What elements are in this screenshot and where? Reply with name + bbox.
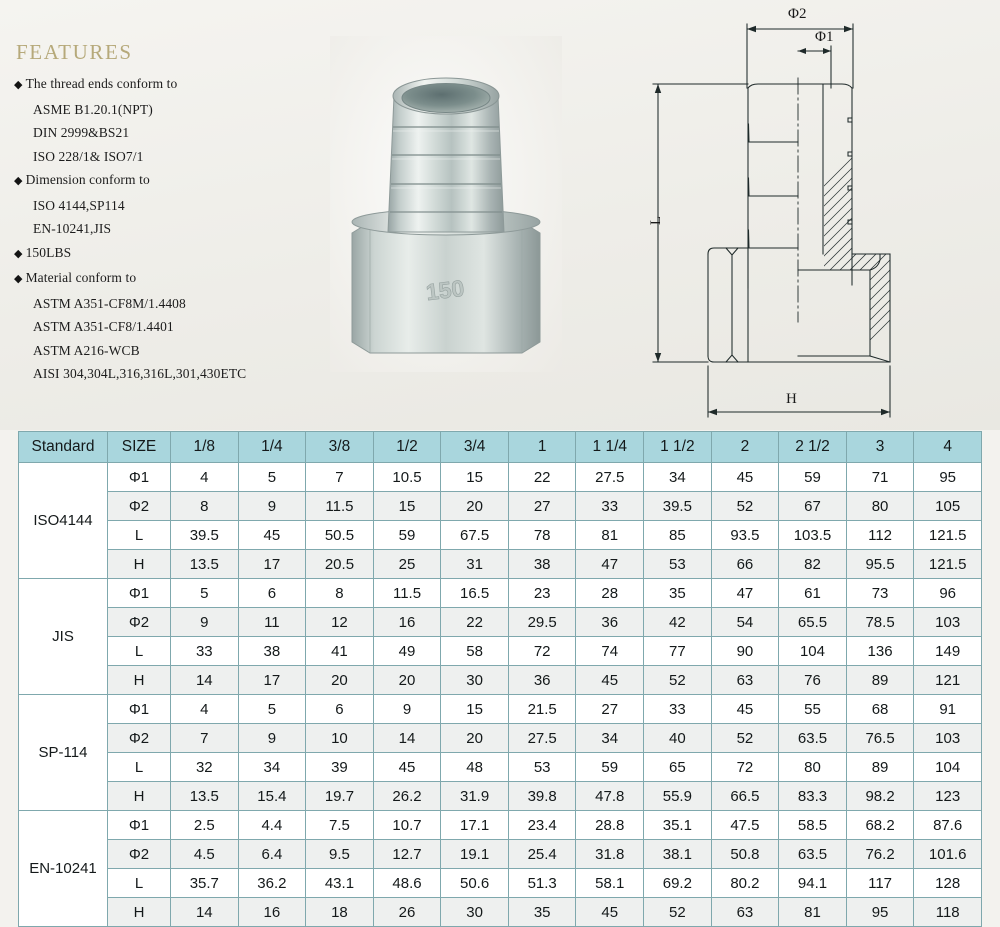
parameter-label-cell: Φ2 [108,840,171,869]
value-cell: 38 [508,550,576,579]
table-row [19,811,982,840]
value-cell: 19.1 [441,840,509,869]
feature-line [14,292,334,316]
value-cell: 15 [441,463,509,492]
value-cell: 95 [914,463,982,492]
value-cell: 23.4 [508,811,576,840]
value-cell: 11 [238,608,306,637]
feature-line [14,217,334,241]
value-cell: 6 [306,695,374,724]
value-cell: 17 [238,550,306,579]
diamond-bullet-icon: ◆ [14,79,23,91]
value-cell: 14 [171,666,239,695]
value-cell: 78 [508,521,576,550]
value-cell: 36 [576,608,644,637]
value-cell: 63.5 [779,724,847,753]
value-cell: 45 [711,695,779,724]
value-cell: 48.6 [373,869,441,898]
value-cell: 73 [846,579,914,608]
value-cell: 52 [644,666,712,695]
dimension-label-phi2: Φ2 [788,6,807,22]
value-cell: 4 [171,695,239,724]
feature-line [14,121,334,145]
value-cell: 95.5 [846,550,914,579]
feature-text: ASTM A351-CF8M/1.4408 [33,295,186,311]
column-header-size-1-1-4: 1 1/4 [576,432,644,463]
table-row [19,550,982,579]
value-cell: 9.5 [306,840,374,869]
value-cell: 34 [238,753,306,782]
value-cell: 15 [441,695,509,724]
value-cell: 105 [914,492,982,521]
value-cell: 128 [914,869,982,898]
table-row [19,782,982,811]
column-header-size-1-1-2: 1 1/2 [644,432,712,463]
column-header-size-2-1-2: 2 1/2 [779,432,847,463]
value-cell: 66 [711,550,779,579]
value-cell: 121 [914,666,982,695]
value-cell: 83.3 [779,782,847,811]
table-row [19,579,982,608]
value-cell: 42 [644,608,712,637]
feature-line [14,72,334,98]
value-cell: 11.5 [306,492,374,521]
value-cell: 80 [779,753,847,782]
parameter-label-cell: L [108,637,171,666]
table-row [19,724,982,753]
value-cell: 7 [306,463,374,492]
value-cell: 20.5 [306,550,374,579]
parameter-label-cell: Φ1 [108,463,171,492]
table-header-row [19,432,982,463]
parameter-label-cell: H [108,666,171,695]
standard-name-cell: JIS [19,579,108,695]
standard-name-cell: EN-10241 [19,811,108,927]
value-cell: 12.7 [373,840,441,869]
value-cell: 22 [441,608,509,637]
feature-line [14,168,334,194]
value-cell: 15.4 [238,782,306,811]
value-cell: 27.5 [576,463,644,492]
value-cell: 96 [914,579,982,608]
svg-text:150: 150 [424,274,466,306]
value-cell: 25.4 [508,840,576,869]
value-cell: 22 [508,463,576,492]
column-header-size-1: 1 [508,432,576,463]
value-cell: 59 [373,521,441,550]
value-cell: 118 [914,898,982,927]
value-cell: 4.4 [238,811,306,840]
column-header-size-2: 2 [711,432,779,463]
specification-table-wrapper [18,431,982,927]
value-cell: 76.2 [846,840,914,869]
table-row [19,608,982,637]
table-row [19,869,982,898]
value-cell: 77 [644,637,712,666]
value-cell: 30 [441,898,509,927]
value-cell: 58.1 [576,869,644,898]
value-cell: 87.6 [914,811,982,840]
parameter-label-cell: Φ2 [108,724,171,753]
value-cell: 50.8 [711,840,779,869]
value-cell: 59 [779,463,847,492]
value-cell: 95 [846,898,914,927]
table-row [19,463,982,492]
table-row [19,898,982,927]
value-cell: 11.5 [373,579,441,608]
value-cell: 34 [644,463,712,492]
value-cell: 38 [238,637,306,666]
parameter-label-cell: L [108,521,171,550]
value-cell: 63 [711,898,779,927]
table-header [19,432,982,463]
value-cell: 8 [171,492,239,521]
value-cell: 10 [306,724,374,753]
hose-barb-photo-illustration [330,36,562,372]
value-cell: 28.8 [576,811,644,840]
value-cell: 9 [238,724,306,753]
value-cell: 15 [373,492,441,521]
value-cell: 65.5 [779,608,847,637]
value-cell: 38.1 [644,840,712,869]
value-cell: 18 [306,898,374,927]
parameter-label-cell: Φ1 [108,579,171,608]
value-cell: 7.5 [306,811,374,840]
value-cell: 72 [508,637,576,666]
table-body [19,463,982,927]
value-cell: 89 [846,753,914,782]
feature-text: ASME B1.20.1(NPT) [33,101,153,117]
value-cell: 78.5 [846,608,914,637]
feature-text: ASTM A216-WCB [33,342,140,358]
parameter-label-cell: Φ2 [108,608,171,637]
column-header-standard: Standard [19,432,108,463]
feature-line [14,362,334,386]
value-cell: 14 [171,898,239,927]
value-cell: 33 [576,492,644,521]
table-row [19,492,982,521]
feature-text: Material conform to [25,270,137,285]
value-cell: 104 [914,753,982,782]
value-cell: 13.5 [171,782,239,811]
table-row [19,695,982,724]
value-cell: 81 [779,898,847,927]
value-cell: 20 [306,666,374,695]
parameter-label-cell: H [108,550,171,579]
value-cell: 21.5 [508,695,576,724]
value-cell: 93.5 [711,521,779,550]
value-cell: 52 [711,724,779,753]
value-cell: 53 [644,550,712,579]
value-cell: 101.6 [914,840,982,869]
value-cell: 4.5 [171,840,239,869]
column-header-size-3-8: 3/8 [306,432,374,463]
value-cell: 49 [373,637,441,666]
value-cell: 20 [441,724,509,753]
value-cell: 39 [306,753,374,782]
value-cell: 31 [441,550,509,579]
value-cell: 45 [238,521,306,550]
value-cell: 5 [171,579,239,608]
value-cell: 10.7 [373,811,441,840]
value-cell: 34 [576,724,644,753]
column-header-size-3-4: 3/4 [441,432,509,463]
diamond-bullet-icon: ◆ [14,175,23,187]
features-list [14,72,334,386]
value-cell: 35.7 [171,869,239,898]
value-cell: 121.5 [914,521,982,550]
feature-line [14,194,334,218]
value-cell: 103 [914,724,982,753]
value-cell: 28 [576,579,644,608]
feature-line [14,98,334,122]
value-cell: 65 [644,753,712,782]
standard-name-cell: SP-114 [19,695,108,811]
value-cell: 35 [508,898,576,927]
value-cell: 47.8 [576,782,644,811]
feature-text: ISO 228/1& ISO7/1 [33,148,144,164]
value-cell: 36 [508,666,576,695]
value-cell: 4 [171,463,239,492]
value-cell: 30 [441,666,509,695]
value-cell: 19.7 [306,782,374,811]
value-cell: 52 [711,492,779,521]
cad-svg [620,0,1000,424]
value-cell: 98.2 [846,782,914,811]
value-cell: 69.2 [644,869,712,898]
value-cell: 71 [846,463,914,492]
value-cell: 58 [441,637,509,666]
feature-text: Dimension conform to [25,172,150,187]
value-cell: 63 [711,666,779,695]
value-cell: 53 [508,753,576,782]
value-cell: 17 [238,666,306,695]
product-photo [330,36,562,372]
feature-text: 150LBS [25,244,72,260]
value-cell: 52 [644,898,712,927]
value-cell: 50.5 [306,521,374,550]
column-header-size-1-4: 1/4 [238,432,306,463]
value-cell: 27 [576,695,644,724]
value-cell: 45 [373,753,441,782]
value-cell: 74 [576,637,644,666]
features-block [14,40,334,386]
feature-line [14,315,334,339]
value-cell: 76 [779,666,847,695]
value-cell: 66.5 [711,782,779,811]
value-cell: 29.5 [508,608,576,637]
value-cell: 16 [238,898,306,927]
parameter-label-cell: H [108,898,171,927]
value-cell: 23 [508,579,576,608]
table-row [19,521,982,550]
value-cell: 36.2 [238,869,306,898]
feature-text: ISO 4144,SP114 [33,197,125,213]
value-cell: 123 [914,782,982,811]
value-cell: 45 [576,898,644,927]
standard-name-cell: ISO4144 [19,463,108,579]
value-cell: 26.2 [373,782,441,811]
column-header-size-4: 4 [914,432,982,463]
value-cell: 17.1 [441,811,509,840]
dimension-label-phi1: Φ1 [815,29,834,45]
value-cell: 27 [508,492,576,521]
value-cell: 55 [779,695,847,724]
value-cell: 47 [576,550,644,579]
value-cell: 47.5 [711,811,779,840]
column-header-size: SIZE [108,432,171,463]
value-cell: 31.9 [441,782,509,811]
value-cell: 80.2 [711,869,779,898]
cad-cross-section-drawing [620,0,1000,424]
value-cell: 149 [914,637,982,666]
value-cell: 20 [441,492,509,521]
feature-text: EN-10241,JIS [33,221,112,236]
dimension-label-L: L [648,215,665,226]
value-cell: 33 [171,637,239,666]
value-cell: 54 [711,608,779,637]
value-cell: 55.9 [644,782,712,811]
value-cell: 117 [846,869,914,898]
value-cell: 82 [779,550,847,579]
value-cell: 9 [373,695,441,724]
table-row [19,753,982,782]
feature-line [14,266,334,292]
value-cell: 40 [644,724,712,753]
diamond-bullet-icon: ◆ [14,247,23,260]
value-cell: 9 [238,492,306,521]
value-cell: 47 [711,579,779,608]
value-cell: 39.8 [508,782,576,811]
value-cell: 67.5 [441,521,509,550]
value-cell: 6.4 [238,840,306,869]
value-cell: 13.5 [171,550,239,579]
parameter-label-cell: Φ2 [108,492,171,521]
value-cell: 39.5 [644,492,712,521]
value-cell: 39.5 [171,521,239,550]
value-cell: 76.5 [846,724,914,753]
parameter-label-cell: H [108,782,171,811]
value-cell: 81 [576,521,644,550]
value-cell: 67 [779,492,847,521]
features-title: FEATURES [16,40,133,64]
value-cell: 103.5 [779,521,847,550]
value-cell: 6 [238,579,306,608]
value-cell: 90 [711,637,779,666]
value-cell: 35.1 [644,811,712,840]
value-cell: 121.5 [914,550,982,579]
value-cell: 51.3 [508,869,576,898]
feature-text: DIN 2999&BS21 [33,125,130,140]
value-cell: 25 [373,550,441,579]
table-row [19,666,982,695]
value-cell: 35 [644,579,712,608]
table-row [19,637,982,666]
value-cell: 16 [373,608,441,637]
value-cell: 33 [644,695,712,724]
column-header-size-3: 3 [846,432,914,463]
value-cell: 50.6 [441,869,509,898]
value-cell: 41 [306,637,374,666]
parameter-label-cell: Φ1 [108,811,171,840]
feature-text: The thread ends conform to [25,76,178,91]
value-cell: 8 [306,579,374,608]
value-cell: 7 [171,724,239,753]
value-cell: 91 [914,695,982,724]
value-cell: 45 [711,463,779,492]
value-cell: 94.1 [779,869,847,898]
value-cell: 26 [373,898,441,927]
feature-line [14,241,334,267]
value-cell: 32 [171,753,239,782]
column-header-size-1-2: 1/2 [373,432,441,463]
product-overview-section [0,0,1000,430]
value-cell: 136 [846,637,914,666]
value-cell: 20 [373,666,441,695]
feature-line [14,145,334,169]
table-row [19,840,982,869]
value-cell: 68 [846,695,914,724]
value-cell: 2.5 [171,811,239,840]
feature-line [14,339,334,363]
parameter-label-cell: L [108,869,171,898]
parameter-label-cell: L [108,753,171,782]
value-cell: 58.5 [779,811,847,840]
value-cell: 59 [576,753,644,782]
value-cell: 16.5 [441,579,509,608]
value-cell: 103 [914,608,982,637]
value-cell: 5 [238,463,306,492]
value-cell: 68.2 [846,811,914,840]
diamond-bullet-icon: ◆ [14,273,23,285]
value-cell: 63.5 [779,840,847,869]
value-cell: 85 [644,521,712,550]
value-cell: 5 [238,695,306,724]
value-cell: 27.5 [508,724,576,753]
value-cell: 14 [373,724,441,753]
parameter-label-cell: Φ1 [108,695,171,724]
value-cell: 80 [846,492,914,521]
value-cell: 31.8 [576,840,644,869]
value-cell: 89 [846,666,914,695]
specification-table [18,431,982,927]
value-cell: 43.1 [306,869,374,898]
value-cell: 72 [711,753,779,782]
value-cell: 112 [846,521,914,550]
value-cell: 9 [171,608,239,637]
feature-text: ASTM A351-CF8/1.4401 [33,319,174,334]
value-cell: 10.5 [373,463,441,492]
column-header-size-1-8: 1/8 [171,432,239,463]
value-cell: 61 [779,579,847,608]
feature-text: AISI 304,304L,316,316L,301,430ETC [33,366,247,381]
value-cell: 48 [441,753,509,782]
value-cell: 45 [576,666,644,695]
value-cell: 104 [779,637,847,666]
dimension-label-H: H [786,391,797,407]
value-cell: 12 [306,608,374,637]
